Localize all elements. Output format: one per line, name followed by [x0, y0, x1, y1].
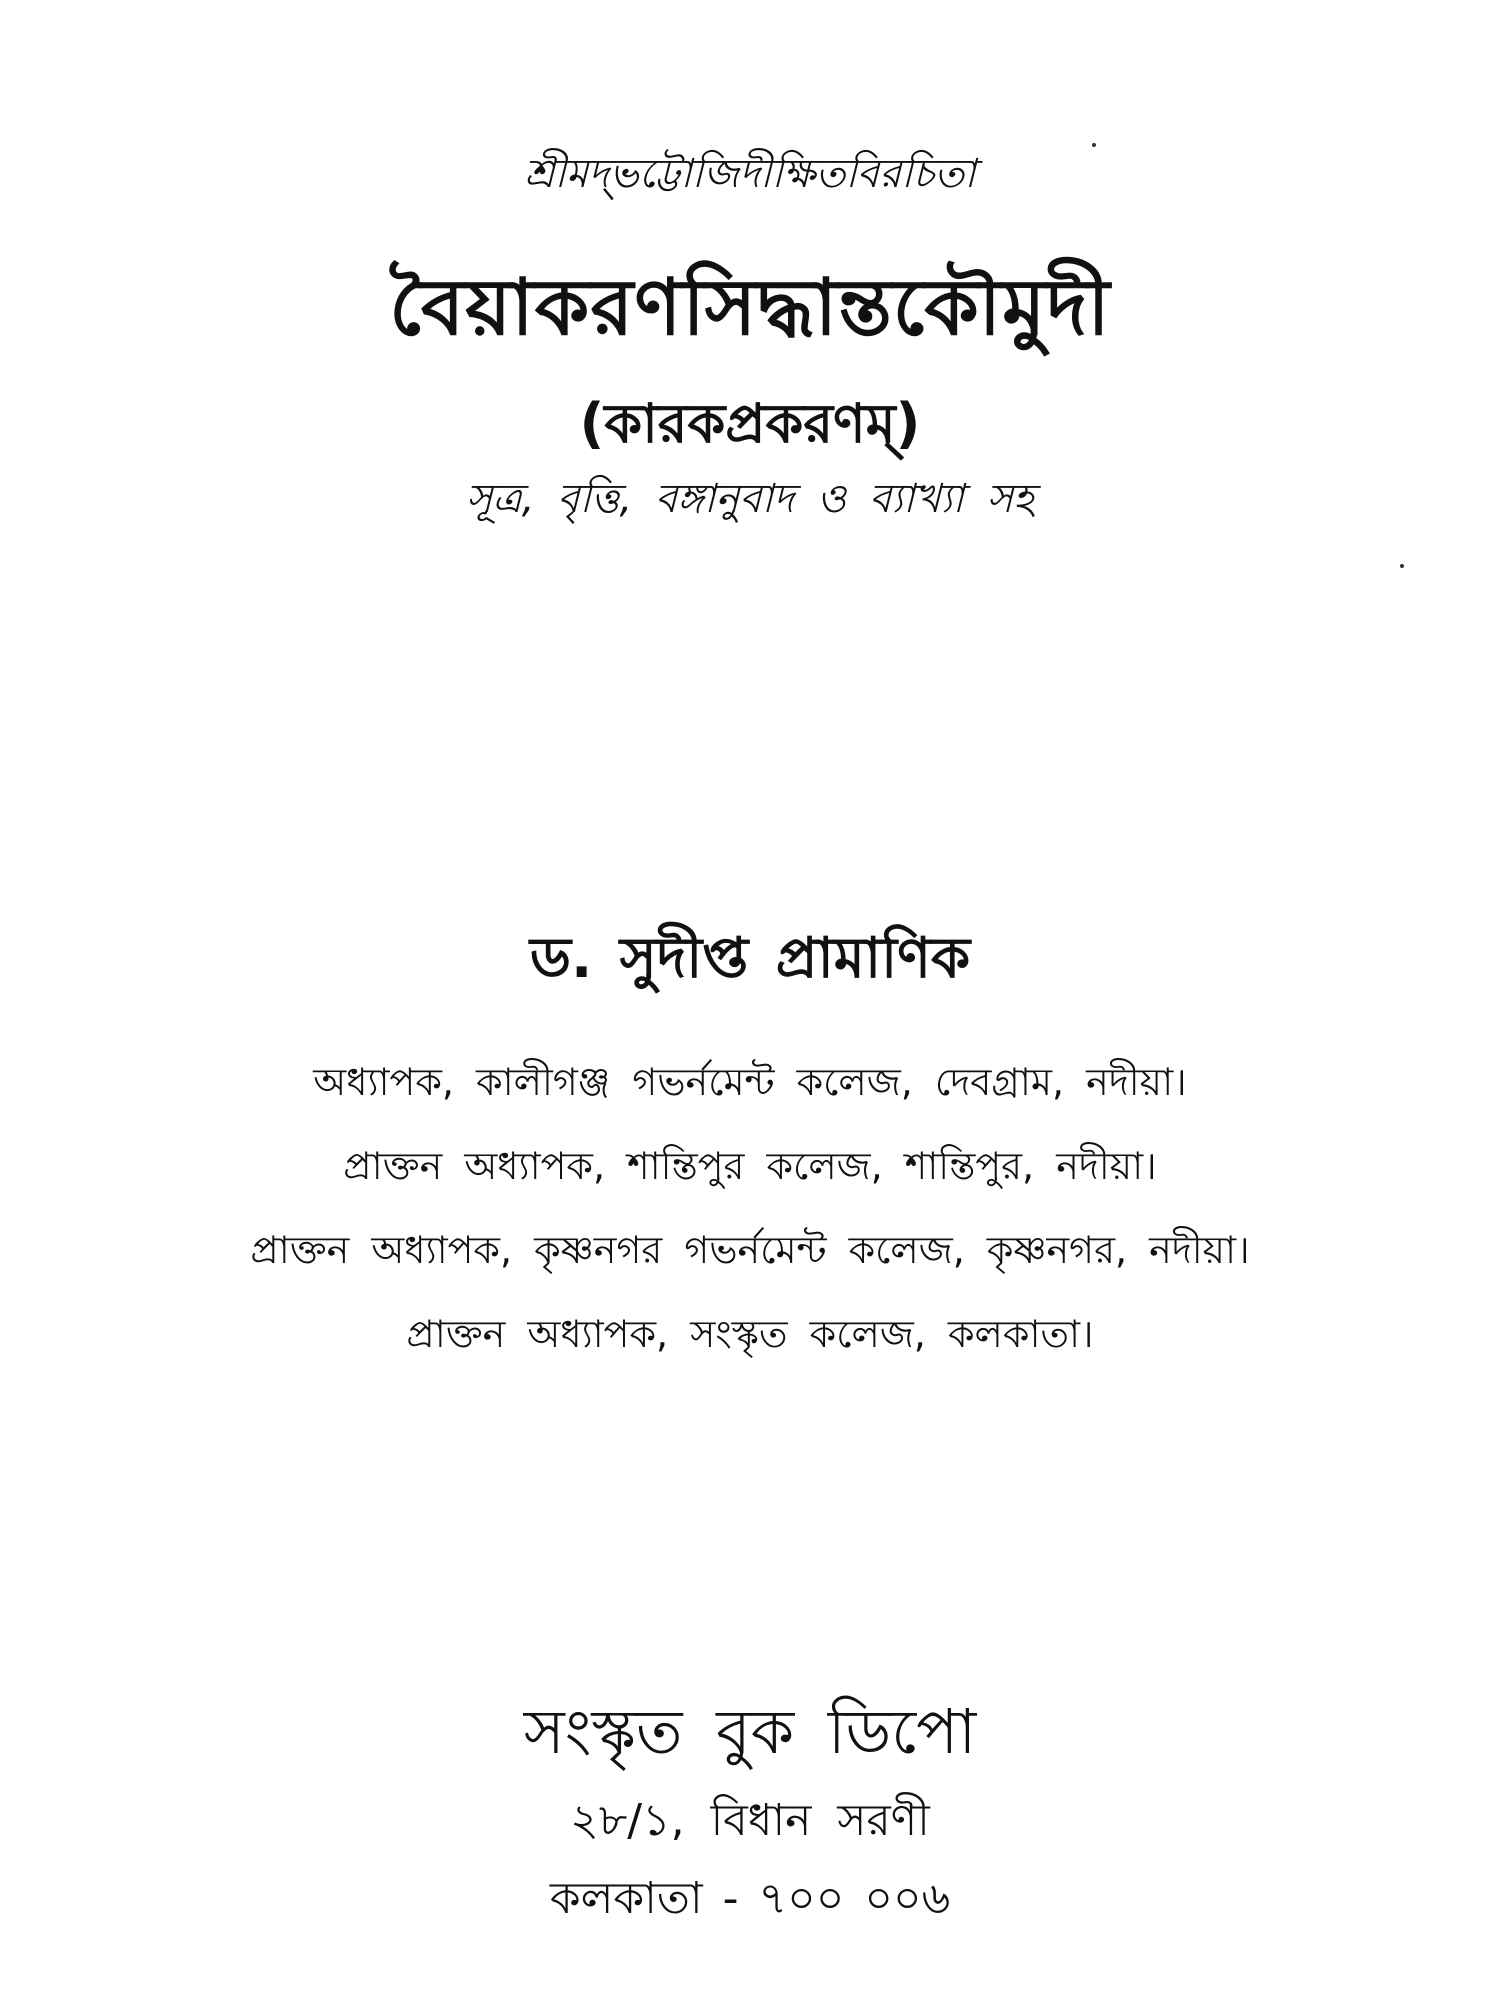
affiliation-line: অধ্যাপক, কালীগঞ্জ গভর্নমেন্ট কলেজ, দেবগ্রাম, নদীয়া। — [313, 1060, 1187, 1104]
publisher-address: ২৮/১, বিধান সরণী — [570, 1795, 930, 1846]
book-title: বৈয়াকরণসিদ্ধান্তকৌমুদী — [389, 263, 1111, 353]
affiliation-line: প্রাক্তন অধ্যাপক, সংস্কৃত কলেজ, কলকাতা। — [406, 1312, 1094, 1356]
publisher-city: কলকাতা - ৭০০ ০০৬ — [549, 1873, 951, 1924]
book-subtitle: (কারকপ্রকরণম্) — [579, 392, 921, 455]
author-name: ড. সুদীপ্ত প্রামাণিক — [529, 926, 971, 991]
affiliation-line: প্রাক্তন অধ্যাপক, কৃষ্ণনগর গভর্নমেন্ট কলেজ, কৃষ্ণনগর, নদীয়া। — [250, 1228, 1250, 1272]
book-description: সূত্র, বৃত্তি, বঙ্গানুবাদ ও ব্যাখ্যা সহ — [465, 476, 1035, 522]
scan-speck — [1400, 564, 1404, 568]
scan-speck — [1092, 143, 1096, 147]
author-affiliations — [0, 1040, 1500, 1376]
affiliation-line: প্রাক্তন অধ্যাপক, শান্তিপুর কলেজ, শান্তিপুর, নদীয়া। — [343, 1144, 1157, 1188]
author-byline: শ্রীমদ্‌ভট্টোজিদীক্ষিতবিরচিতা — [524, 151, 976, 197]
publisher-name: সংস্কৃত বুক ডিপো — [523, 1695, 977, 1768]
